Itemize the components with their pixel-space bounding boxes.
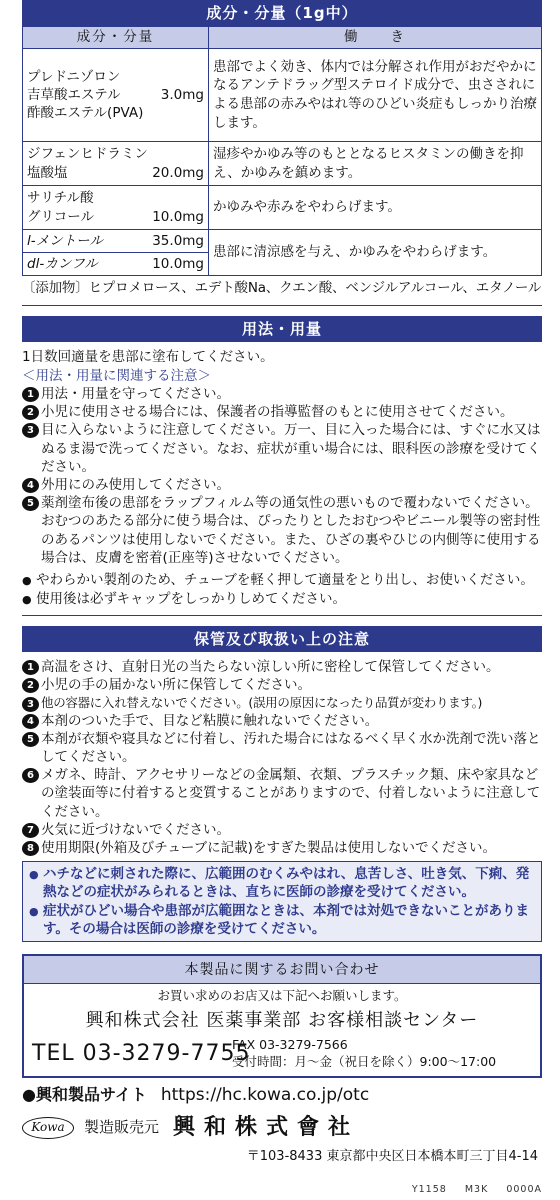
list-item: [22, 494, 542, 567]
storage-title: 保管及び取扱い上の注意: [22, 626, 542, 652]
list-item: [22, 839, 542, 857]
table-row: [23, 186, 542, 230]
ingredients-title: 成分・分量（1g中）: [22, 0, 542, 26]
bullet-icon: ●: [22, 593, 32, 607]
bullet-icon: ●: [29, 904, 39, 918]
list-item: [22, 476, 542, 494]
list-item: [22, 730, 542, 766]
list-item-text: 本剤のついた手で、目など粘膜に触れないでください。: [41, 712, 379, 729]
usage-title: 用法・用量: [22, 316, 542, 342]
col-ingredient-header: 成分・分量: [23, 27, 209, 49]
number-badge: 3: [22, 697, 39, 712]
contact-title: 本製品に関するお問い合わせ: [24, 956, 540, 984]
list-item-text: 他の容器に入れ替えないでください。(誤用の原因になったり品質が変わります。): [41, 694, 483, 710]
contact-intro: お買い求めのお店又は下記へお願いします。: [157, 988, 407, 1004]
list-item-text: 外用にのみ使用してください。: [41, 476, 230, 493]
package-insert: [22, 0, 542, 1197]
ingredient-amount: 10.0mg: [152, 256, 204, 273]
list-item-text: やわらかい製剤のため、チューブを軽く押して適量をとり出し、お使いください。: [36, 572, 534, 589]
phone-number: TEL 03-3279-7755: [32, 1040, 251, 1066]
ingredients-table: [22, 26, 542, 276]
table-header-row: [23, 27, 542, 49]
list-item: [22, 695, 542, 712]
maker-label: 製造販売元: [84, 1118, 160, 1137]
list-item-text: メガネ、時計、アクセサリーなどの金属類、衣類、プラスチック類、床や家具などの塗装面等に付着すると変質することがありますので、付着しないように注意してください。: [41, 767, 541, 820]
table-row: [23, 49, 542, 142]
business-hours: 受付時間：月～金（祝日を除く）9:00～17:00: [232, 1053, 497, 1069]
list-item-text: 本剤が衣類や寝具などに付着し、汚れた場合にはなるべく早く水か洗剤で洗い落としてください。: [41, 730, 541, 765]
site-url-link[interactable]: https://hc.kowa.co.jp/otc: [160, 1084, 370, 1105]
number-badge: 4: [22, 714, 39, 729]
ingredient-name: サリチル酸 グリコール: [27, 190, 94, 225]
maker-name: 興和株式會社: [173, 1113, 360, 1140]
ingredient-name: dl-カンフル: [27, 256, 98, 273]
print-code: Y1158 M3K 0000A: [411, 1183, 542, 1195]
list-item-text: 使用期限(外箱及びチューブに記載)をすぎた製品は使用しないでください。: [41, 840, 496, 857]
list-item-text: 小児の手の届かない所に保管してください。: [41, 677, 311, 694]
storage-section: [22, 652, 542, 942]
kowa-logo-icon: Kowa: [22, 1117, 74, 1139]
maker-address: 〒103-8433 東京都中央区日本橋本町三丁目4-14: [246, 1149, 538, 1165]
list-item-text: 高温をさけ、直射日光の当たらない涼しい所に密栓して保管してください。: [41, 659, 500, 676]
list-item-text: 使用後は必ずキャップをしっかりしめてください。: [36, 591, 346, 608]
number-badge: 6: [22, 768, 39, 783]
number-badge: 1: [22, 387, 39, 402]
usage-section: [22, 342, 542, 616]
list-item: [22, 821, 542, 839]
list-item: [22, 385, 542, 403]
list-item: [29, 865, 535, 901]
contact-box: [22, 954, 542, 1078]
list-item: [22, 712, 542, 730]
list-item: [22, 571, 542, 590]
list-item-text: 火気に近づけないでください。: [41, 821, 230, 838]
warning-box: [22, 861, 542, 942]
ingredient-name: ジフェンヒドラミン 塩酸塩: [27, 146, 148, 181]
number-badge: 5: [22, 496, 39, 511]
usage-main: 1日数回適量を患部に塗布してください。: [22, 349, 274, 366]
fax-number: FAX 03-3279-7566: [232, 1037, 348, 1053]
list-item: [22, 766, 542, 821]
number-badge: 8: [22, 841, 39, 856]
product-site: [22, 1084, 542, 1107]
contact-company: 興和株式会社 医薬事業部 お客様相談センター: [85, 1010, 479, 1031]
usage-sub-title: ＜用法・用量に関連する注意＞: [22, 367, 211, 384]
table-row: [23, 230, 542, 253]
list-item-text: 用法・用量を守ってください。: [41, 385, 230, 402]
list-item-text: 小児に使用させる場合には、保護者の指導監督のもとに使用させてください。: [41, 404, 514, 421]
ingredient-name: l-メントール: [27, 233, 103, 249]
list-item: [22, 421, 542, 476]
manufacturer: [22, 1113, 542, 1143]
number-badge: 1: [22, 660, 39, 675]
number-badge: 2: [22, 405, 39, 420]
number-badge: 7: [22, 823, 39, 838]
ingredient-amount: 20.0mg: [152, 164, 204, 181]
number-badge: 3: [22, 423, 39, 438]
list-item: [22, 658, 542, 676]
table-row: [23, 142, 542, 186]
ingredient-amount: 35.0mg: [152, 233, 204, 249]
number-badge: 2: [22, 678, 39, 693]
ingredient-name: プレドニゾロン 吉草酸エステル 酢酸エステル(PVA): [27, 68, 144, 122]
list-item: [22, 590, 542, 609]
list-item-text: 薬剤塗布後の患部をラップフィルム等の通気性の悪いもので覆わないでください。おむつのあたる部分に使う場合は、ぴったりとしたおむつやビニール製等の密封性のあるパンツは使用しないでください。また、ひざの裏やひじの内側等に使用する場合は、皮膚を密着(正座等)させないでください。: [41, 495, 541, 566]
list-item: [29, 902, 535, 938]
warning-text: 症状がひどい場合や患部が広範囲なときは、本剤では対処できないことがあります。その場合は医師の診療を受けてください。: [43, 902, 529, 937]
list-item: [22, 403, 542, 421]
ingredient-effect: 患部でよく効き、体内では分解され作用がおだやかになるアンテドラッグ型ステロイド成分で、虫さされによる患部の赤みやはれ等のひどい炎症もしっかり治療します。: [209, 49, 542, 142]
site-label: ●興和製品サイト: [22, 1085, 147, 1105]
number-badge: 5: [22, 732, 39, 747]
ingredient-effect: かゆみや赤みをやわらげます。: [209, 186, 542, 230]
ingredient-effect: 患部に清涼感を与え、かゆみをやわらげます。: [209, 230, 542, 276]
list-item-text: 目に入らないように注意してください。万一、目に入った場合には、すぐに水又はぬるま湯で洗ってください。なお、症状が重い場合には、眼科医の診療を受けてください。: [41, 422, 541, 475]
ingredient-effect: 湿疹やかゆみ等のもととなるヒスタミンの働きを抑え、かゆみを鎮めます。: [209, 142, 542, 186]
bullet-icon: ●: [29, 868, 39, 882]
additives-line: 〔添加物〕ヒプロメロース、エデト酸Na、クエン酸、ベンジルアルコール、エタノール: [22, 276, 542, 306]
ingredient-amount: 10.0mg: [152, 208, 204, 225]
ingredient-amount: 3.0mg: [160, 87, 204, 104]
bullet-icon: ●: [22, 574, 32, 588]
col-effect-header: 働 き: [209, 27, 542, 49]
number-badge: 4: [22, 478, 39, 493]
list-item: [22, 676, 542, 694]
warning-text: ハチなどに刺された際に、広範囲のむくみやはれ、息苦しさ、吐き気、下痢、発熱などの症状がみられるときは、直ちに医師の診療を受けてください。: [43, 866, 530, 901]
